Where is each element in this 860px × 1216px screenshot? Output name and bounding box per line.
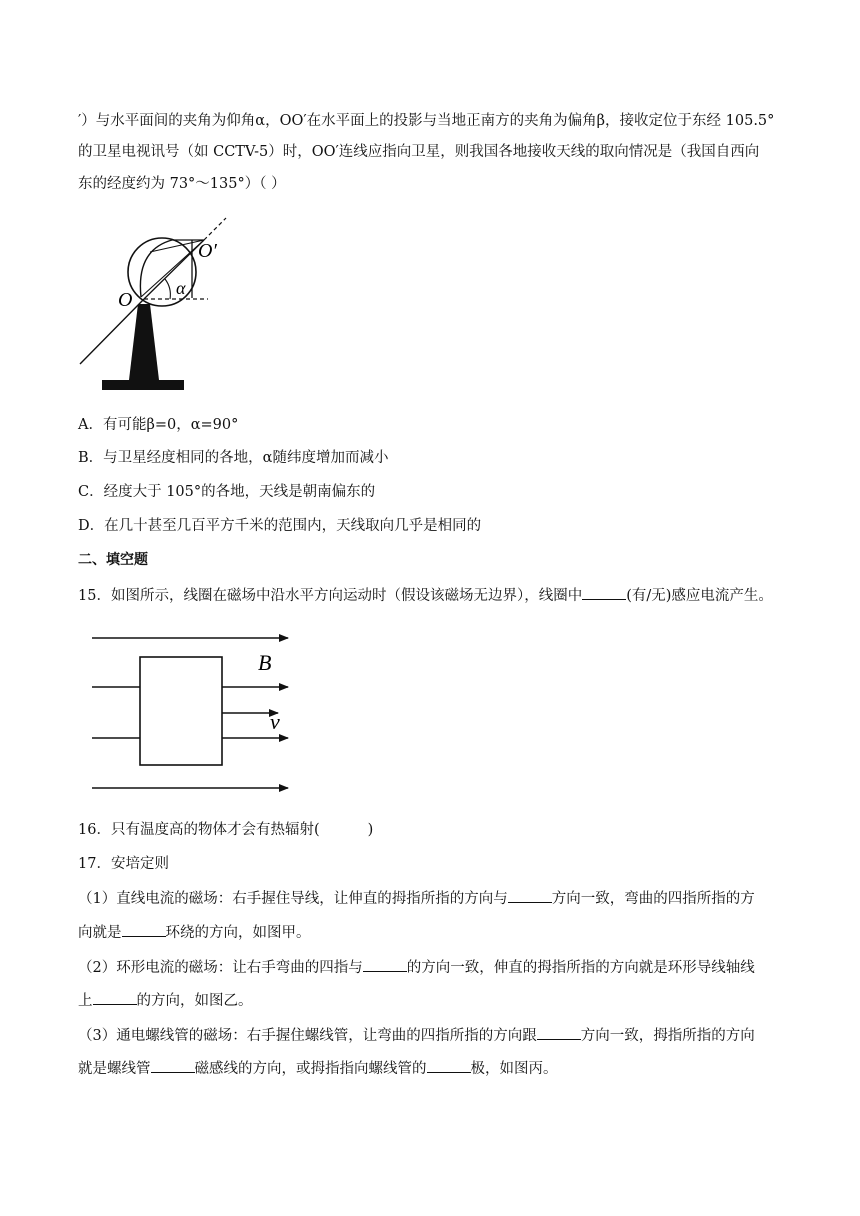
q15-text-before: 15．如图所示，线圈在磁场中沿水平方向运动时（假设该磁场无边界），线圈中	[78, 588, 583, 604]
q17-p3-blank-1	[537, 1025, 581, 1040]
q17-p3-blank-2	[151, 1058, 195, 1073]
q17-p2-text-b: 的方向一致，伸直的拇指所指的方向就是环形导线轴线	[406, 960, 755, 976]
dish-circle	[128, 238, 196, 306]
option-b: B．与卫星经度相同的各地，α随纬度增加而减小	[78, 450, 389, 466]
q17-p1-blank-1	[508, 888, 552, 903]
q17-part2-line1	[78, 957, 755, 978]
q17-p3-blank-3	[427, 1058, 471, 1073]
q17-part3-line1	[78, 1025, 755, 1046]
option-a: A．有可能β=0，α=90°	[78, 417, 239, 433]
axis-dashed-extension	[204, 218, 226, 240]
antenna-figure	[74, 212, 234, 397]
feed-line-3	[141, 240, 204, 297]
antenna-pole	[129, 304, 159, 380]
intro-line-2: 的卫星电视讯号（如 CCTV-5）时，OO′连线应指向卫星，则我国各地接收天线的取向情况是（我国自西向	[78, 144, 760, 160]
label-o: O	[118, 289, 133, 311]
q17-p3-text-e: 极，如图丙。	[470, 1061, 558, 1077]
coil-rectangle	[140, 657, 222, 765]
label-v: v	[270, 709, 280, 734]
q15-blank	[582, 585, 626, 600]
q17-p1-text-d: 环绕的方向，如图甲。	[165, 925, 311, 941]
q17-p3-text-b: 方向一致，拇指所指的方向	[580, 1028, 755, 1044]
alpha-arc	[165, 279, 170, 299]
section-title: 二、填空题	[78, 552, 148, 568]
intro-line-1: ′）与水平面间的夹角为仰角α，OO′在水平面上的投影与当地正南方的夹角为偏角β，接收定位于东经 105.5°	[78, 113, 775, 129]
label-b: B	[258, 650, 272, 675]
q17-p2-text-c: 上	[78, 993, 93, 1009]
question-15	[78, 585, 773, 606]
q17-p2-blank-1	[363, 957, 407, 972]
q17-p2-text-a: （2）环形电流的磁场：让右手弯曲的四指与	[78, 960, 363, 976]
question-16	[78, 820, 373, 840]
label-alpha: α	[176, 278, 186, 298]
q17-part1-line2	[78, 922, 311, 943]
q17-p1-text-c: 向就是	[78, 925, 122, 941]
q17-p1-text-a: （1）直线电流的磁场：右手握住导线，让伸直的拇指所指的方向与	[78, 891, 508, 907]
question-17-title: 17．安培定则	[78, 856, 169, 872]
q17-p3-text-a: （3）通电螺线管的磁场：右手握住螺线管，让弯曲的四指所指的方向跟	[78, 1028, 537, 1044]
q17-part3-line2	[78, 1058, 558, 1079]
q15-text-after: (有/无)感应电流产生。	[626, 588, 773, 604]
q17-part1-line1	[78, 888, 755, 909]
q17-p2-blank-2	[93, 990, 137, 1005]
option-d: D．在几十甚至几百平方千米的范围内，天线取向几乎是相同的	[78, 518, 482, 534]
option-c: C．经度大于 105°的各地，天线是朝南偏东的	[78, 484, 376, 500]
q16-text: 16．只有温度高的物体才会有热辐射(	[78, 822, 320, 838]
label-o-prime: O′	[198, 240, 217, 262]
q17-p3-text-c: 就是螺线管	[78, 1061, 151, 1077]
q17-p1-text-b: 方向一致，弯曲的四指所指的方	[551, 891, 755, 907]
antenna-base	[102, 380, 184, 390]
intro-line-3: 东的经度约为 73°～135°）（ ）	[78, 176, 286, 192]
q17-p3-text-d: 磁感线的方向，或拇指指向螺线管的	[194, 1061, 427, 1077]
q17-p1-blank-2	[122, 922, 166, 937]
magnetic-field-figure	[88, 625, 298, 800]
q17-part2-line2	[78, 990, 253, 1011]
q17-p2-text-d: 的方向，如图乙。	[136, 993, 253, 1009]
q16-close: )	[367, 822, 374, 838]
